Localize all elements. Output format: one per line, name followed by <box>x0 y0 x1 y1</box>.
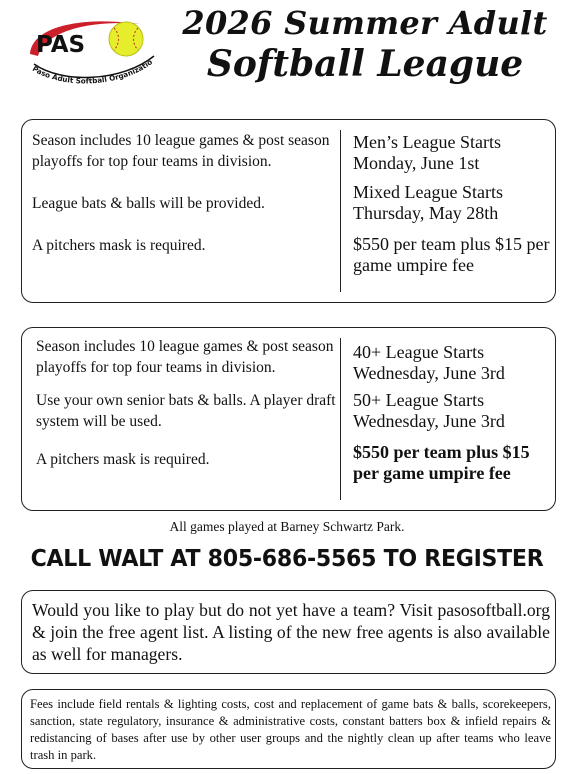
fifty-plus-league-start: 50+ League Starts Wednesday, June 3rd <box>353 390 505 431</box>
logo-org-name: Paso Adult Softball Organizatio <box>30 57 155 86</box>
free-agent-box <box>21 590 556 674</box>
box-divider <box>340 130 341 292</box>
season-info: Season includes 10 league games & post season playoffs for top four teams in division. <box>36 338 334 376</box>
box-divider <box>340 338 341 500</box>
free-agent-text: Would you like to play but do not yet have a team? Visit pasosoftball.org & join the free agent list. A listing of the new free agents is also available as well for managers. <box>32 600 550 664</box>
title-line-2: Softball League <box>206 42 524 85</box>
paso-logo <box>22 12 162 92</box>
logo-text: PAS <box>36 32 86 58</box>
mixed-league-start: Mixed League Starts Thursday, May 28th <box>353 182 503 223</box>
equipment-info: League bats & balls will be provided. <box>32 195 265 212</box>
senior-details <box>36 336 336 470</box>
mens-mixed-league-box <box>21 119 556 303</box>
softball-icon <box>109 22 143 56</box>
senior-fee: $550 per team plus $15 per game umpire fee <box>353 442 530 483</box>
register-call-to-action: CALL WALT AT 805-686-5565 TO REGISTER <box>30 546 544 572</box>
venue-note: All games played at Barney Schwartz Park. <box>169 519 405 534</box>
mens-mixed-fee: $550 per team plus $15 per game umpire fee <box>353 234 550 275</box>
fees-text: Fees include field rentals & lighting costs, cost and replacement of game bats & balls, scorekeepers, sanction, state regulatory, insurance & administrative costs, constant batters box & infield repairs & redistancing of bases after use by other user groups and the nightly clean up after teams who leave trash in park. <box>30 697 551 762</box>
mask-info: A pitchers mask is required. <box>32 237 206 254</box>
mens-mixed-details <box>32 130 332 256</box>
page-title <box>165 6 565 84</box>
mens-league-start: Men’s League Starts Monday, June 1st <box>353 132 501 173</box>
mens-mixed-schedule <box>353 132 553 276</box>
title-line-1: 2026 Summer Adult <box>182 4 548 42</box>
senior-schedule <box>353 342 553 484</box>
mask-info: A pitchers mask is required. <box>36 451 210 468</box>
fees-box <box>21 689 556 769</box>
season-info: Season includes 10 league games & post season playoffs for top four teams in division. <box>32 132 330 170</box>
equipment-info: Use your own senior bats & balls. A player draft system will be used. <box>36 392 336 430</box>
senior-league-box <box>21 327 556 511</box>
forty-plus-league-start: 40+ League Starts Wednesday, June 3rd <box>353 342 505 383</box>
